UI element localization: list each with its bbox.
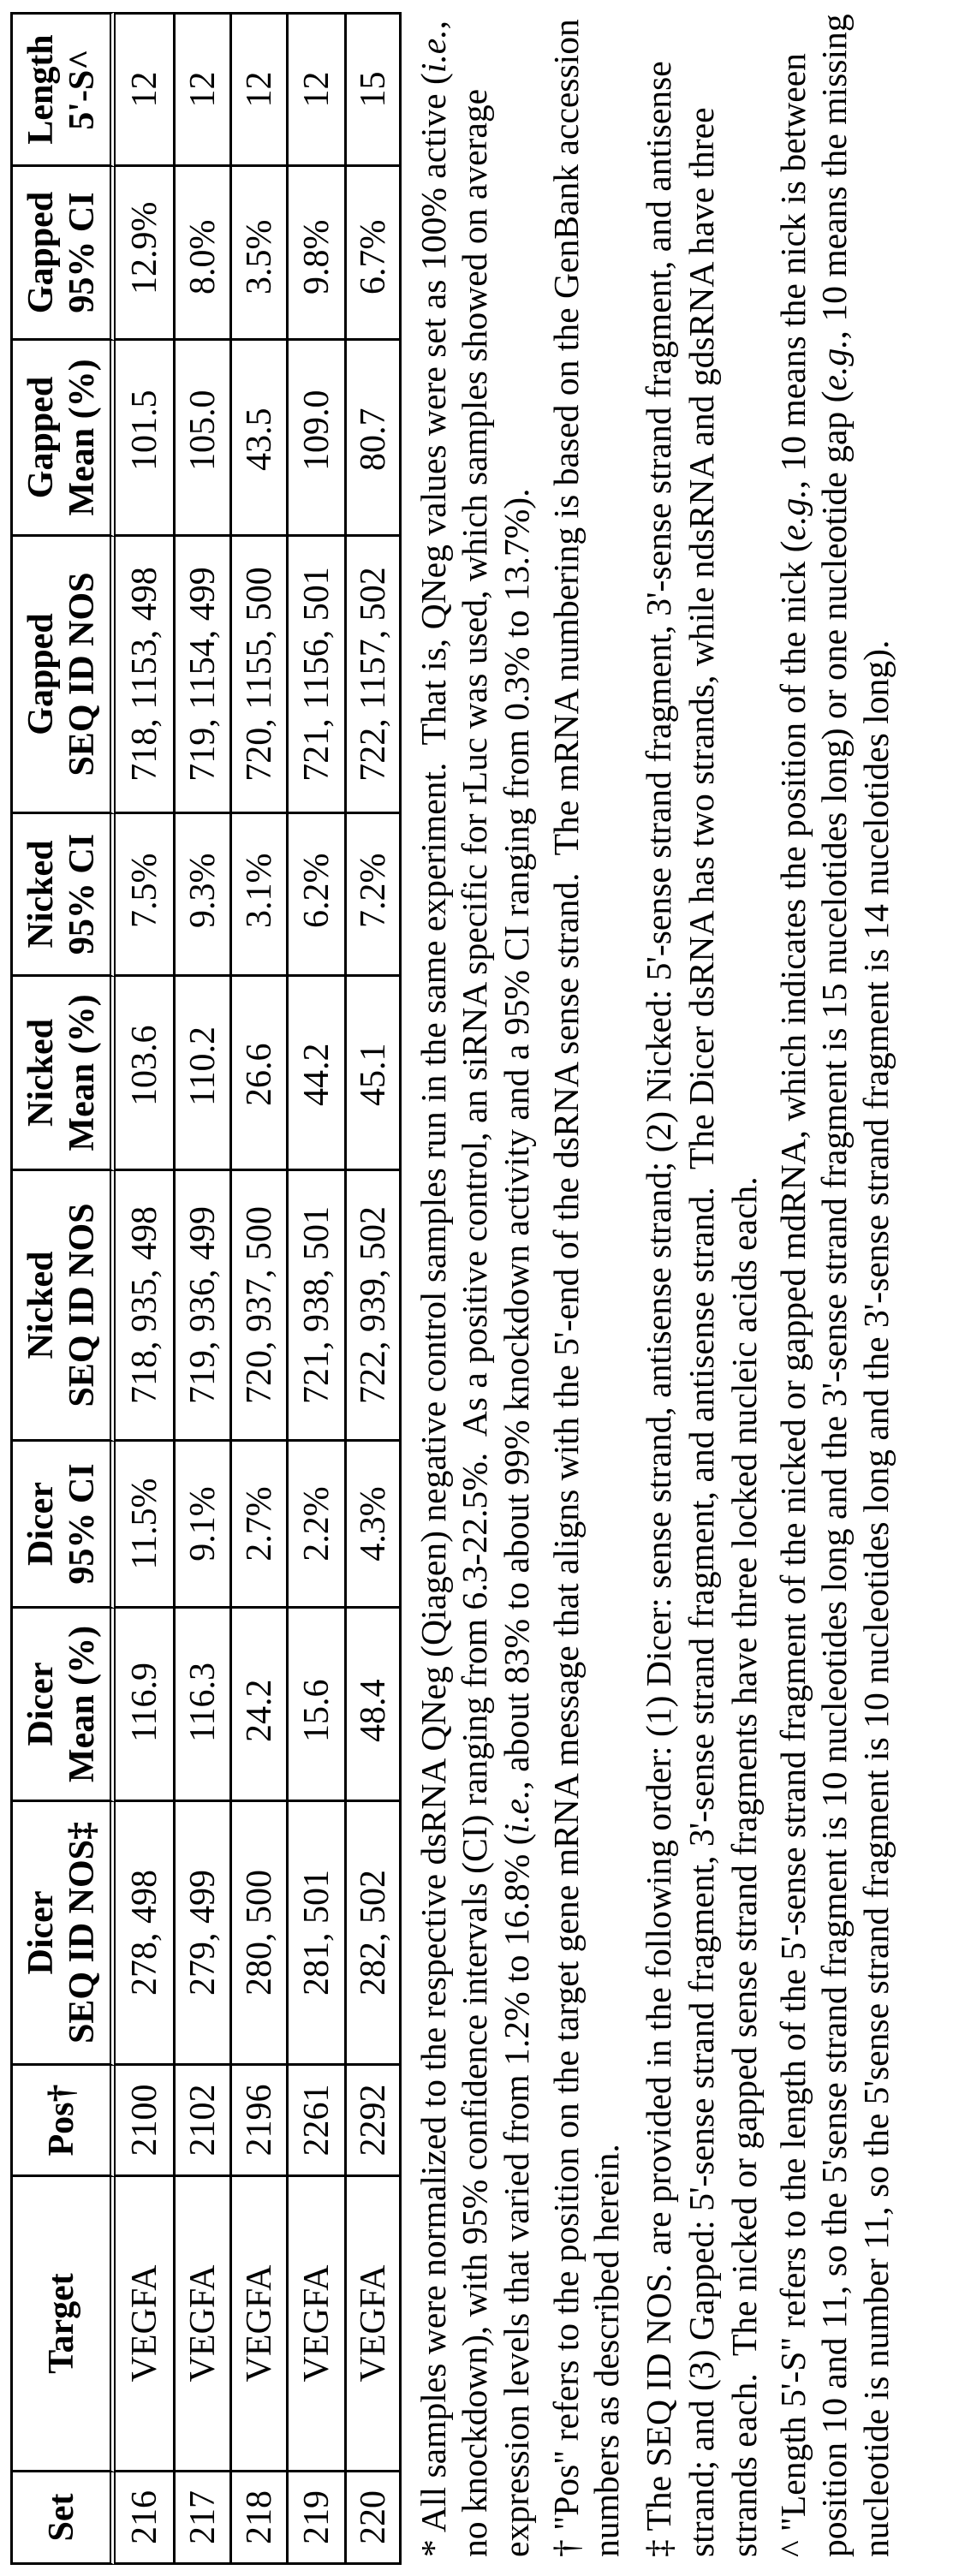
footnote-text: strands each. The nicked or gapped sense strand fragments have three locked nucleic acids each. (724, 1176, 764, 2557)
cell-target: VEGFA (286, 2177, 344, 2472)
cell-gapped-ci: 3.5% (229, 167, 286, 341)
cell-set: 218 (229, 2472, 286, 2565)
cell-length-5s: 12 (173, 12, 229, 167)
cell-gapped-seq: 718, 1153, 498 (116, 537, 173, 814)
cell-dicer-mean: 15.6 (286, 1609, 344, 1802)
cell-nicked-ci: 3.1% (229, 814, 286, 977)
cell-nicked-mean: 103.6 (116, 977, 173, 1171)
header-label: Nicked (21, 840, 61, 949)
cell-gapped-ci: 6.7% (344, 167, 402, 341)
cell-gapped-mean: 105.0 (173, 341, 229, 537)
footnote-italic-text: e.g. (814, 339, 854, 391)
footnote-asterisk-line (413, 21, 454, 2557)
footnote-caret-line (772, 53, 813, 2557)
cell-pos: 2261 (286, 2066, 344, 2177)
cell-target: VEGFA (116, 2177, 173, 2472)
cell-gapped-seq: 719, 1154, 499 (173, 537, 229, 814)
footnote-text: numbers as described herein. (587, 2144, 626, 2557)
cell-target: VEGFA (173, 2177, 229, 2472)
footnote-text: position 10 and 11, so the 5'sense strand fragment is 10 nucleotides long and the 3'-sense strand fragment is 15 nucelotides long) or one nucleotide gap ( (814, 390, 854, 2557)
footnote-asterisk-line (496, 488, 537, 2557)
cell-dicer-mean: 24.2 (229, 1609, 286, 1802)
cell-nicked-mean: 110.2 (173, 977, 229, 1171)
footnote-text: expression levels that varied from 1.2% to 16.8% ( (497, 1833, 536, 2557)
footnote-text: ^ "Length 5'-S" refers to the length of the 5'-sense strand fragment of the nicked or gapped mdRNA, which indicates the position of the nick ( (773, 540, 813, 2557)
header-label: Set (41, 2493, 81, 2542)
cell-gapped-mean: 80.7 (344, 341, 402, 537)
cell-pos: 2102 (173, 2066, 229, 2177)
cell-dicer-ci: 11.5% (116, 1442, 173, 1609)
footnote-italic-text: i.e. (497, 1789, 536, 1834)
header-sublabel: Mean (%) (62, 1625, 102, 1783)
header-sublabel: 95% CI (62, 833, 102, 955)
cell-dicer-ci: 2.7% (229, 1442, 286, 1609)
cell-nicked-ci: 6.2% (286, 814, 344, 977)
cell-gapped-seq: 720, 1155, 500 (229, 537, 286, 814)
cell-nicked-seq: 719, 936, 499 (173, 1171, 229, 1442)
cell-target: VEGFA (229, 2177, 286, 2472)
cell-pos: 2196 (229, 2066, 286, 2177)
footnote-dagger-line (545, 19, 587, 2557)
footnote-text: † "Pos" refers to the position on the target gene mRNA message that aligns with the 5'-end of the dsRNA sense strand. The mRNA numbering is based on the GenBank accession (546, 19, 586, 2557)
footnote-dagger-line (586, 2144, 627, 2557)
footnote-text: strand; and (3) Gapped: 5'-sense strand fragment, 3'-sense strand fragment, and antisense strand. The Dicer dsRNA has two strands, while ndsRNA and gdsRNA have three (682, 107, 721, 2557)
header-sublabel: SEQ ID NOS (62, 1203, 102, 1407)
cell-gapped-ci: 9.8% (286, 167, 344, 341)
header-label: Nicked (21, 1251, 61, 1359)
cell-dicer-seq: 279, 499 (173, 1802, 229, 2066)
cell-dicer-mean: 116.9 (116, 1609, 173, 1802)
header-label: Dicer (21, 1482, 61, 1566)
cell-pos: 2292 (344, 2066, 402, 2177)
cell-gapped-ci: 8.0% (173, 167, 229, 341)
footnote-caret-line (813, 14, 855, 2557)
footnote-asterisk-line (454, 89, 495, 2557)
footnote-italic-text: i.e. (414, 29, 453, 74)
cell-nicked-mean: 45.1 (344, 977, 402, 1171)
cell-dicer-ci: 4.3% (344, 1442, 402, 1609)
cell-dicer-ci: 2.2% (286, 1442, 344, 1609)
cell-dicer-seq: 278, 498 (116, 1802, 173, 2066)
header-label: Pos† (41, 2084, 81, 2157)
footnote-double-dagger-line (681, 107, 722, 2557)
header-sublabel: 95% CI (62, 192, 102, 313)
cell-dicer-mean: 48.4 (344, 1609, 402, 1802)
cell-nicked-seq: 721, 938, 501 (286, 1171, 344, 1442)
cell-dicer-ci: 9.1% (173, 1442, 229, 1609)
header-sublabel: SEQ ID NOS‡ (62, 1821, 102, 2044)
cell-set: 219 (286, 2472, 344, 2565)
footnote-text: ‡ The SEQ ID NOS. are provided in the following order: (1) Dicer: sense strand, antisense strand; (2) Nicked: 5'-sense strand fragment, 3'-sense strand fragment, and antisense (639, 61, 678, 2557)
footnote-text: no knockdown), with 95% confidence intervals (CI) ranging from 6.3-22.5%. As a positive control, an siRNA specific for rLuc was used, which samples showed on average (455, 88, 494, 2557)
cell-length-5s: 12 (229, 12, 286, 167)
cell-nicked-ci: 7.2% (344, 814, 402, 977)
cell-dicer-seq: 282, 502 (344, 1802, 402, 2066)
footnote-double-dagger-line (638, 61, 679, 2557)
footnote-text: , about 83% to about 99% knockdown activity and a 95% CI ranging from 0.3% to 13.7%). (497, 488, 536, 1790)
footnote-text: , (414, 20, 453, 30)
cell-nicked-seq: 722, 939, 502 (344, 1171, 402, 1442)
header-label: Dicer (21, 1890, 61, 1975)
cell-gapped-seq: 722, 1157, 502 (344, 537, 402, 814)
header-sublabel: Mean (%) (62, 359, 102, 516)
cell-set: 217 (173, 2472, 229, 2565)
cell-nicked-ci: 7.5% (116, 814, 173, 977)
cell-nicked-ci: 9.3% (173, 814, 229, 977)
header-label: Nicked (21, 1019, 61, 1127)
cell-length-5s: 15 (344, 12, 402, 167)
footnote-text: nucleotide is number 11, so the 5'sense strand fragment is 10 nucleotides long and the 3'-sense strand fragment is 14 nucelotides long). (856, 640, 896, 2557)
footnote-caret-line (855, 640, 896, 2557)
cell-nicked-mean: 26.6 (229, 977, 286, 1171)
header-sublabel: Mean (%) (62, 994, 102, 1151)
cell-dicer-seq: 280, 500 (229, 1802, 286, 2066)
footnote-text: , 10 means the missing (814, 14, 854, 340)
header-sublabel: SEQ ID NOS (62, 572, 102, 776)
cell-nicked-seq: 718, 935, 498 (116, 1171, 173, 1442)
footnote-italic-text: e.g. (773, 489, 813, 541)
footnote-text: , 10 means the nick is between (773, 53, 813, 490)
cell-gapped-seq: 721, 1156, 501 (286, 537, 344, 814)
header-label: Gapped (21, 191, 61, 314)
header-label: Target (41, 2273, 81, 2374)
header-label: Dicer (21, 1662, 61, 1746)
header-label: Gapped (21, 376, 61, 499)
header-sublabel: 5'-S^ (62, 49, 102, 130)
cell-length-5s: 12 (116, 12, 173, 167)
cell-gapped-mean: 109.0 (286, 341, 344, 537)
cell-gapped-mean: 43.5 (229, 341, 286, 537)
header-label: Gapped (21, 613, 61, 735)
cell-pos: 2100 (116, 2066, 173, 2177)
footnote-text: * All samples were normalized to the respective dsRNA QNeg (Qiagen) negative control samples run in the same experiment. That is, QNeg values were set as 100% active ( (414, 73, 453, 2557)
cell-target: VEGFA (344, 2177, 402, 2472)
cell-dicer-mean: 116.3 (173, 1609, 229, 1802)
cell-nicked-seq: 720, 937, 500 (229, 1171, 286, 1442)
cell-gapped-ci: 12.9% (116, 167, 173, 341)
footnote-double-dagger-line (724, 1176, 765, 2557)
cell-nicked-mean: 44.2 (286, 977, 344, 1171)
cell-length-5s: 12 (286, 12, 344, 167)
cell-dicer-seq: 281, 501 (286, 1802, 344, 2066)
header-label: Length (21, 34, 61, 145)
cell-gapped-mean: 101.5 (116, 341, 173, 537)
cell-set: 216 (116, 2472, 173, 2565)
cell-set: 220 (344, 2472, 402, 2565)
header-sublabel: 95% CI (62, 1463, 102, 1585)
